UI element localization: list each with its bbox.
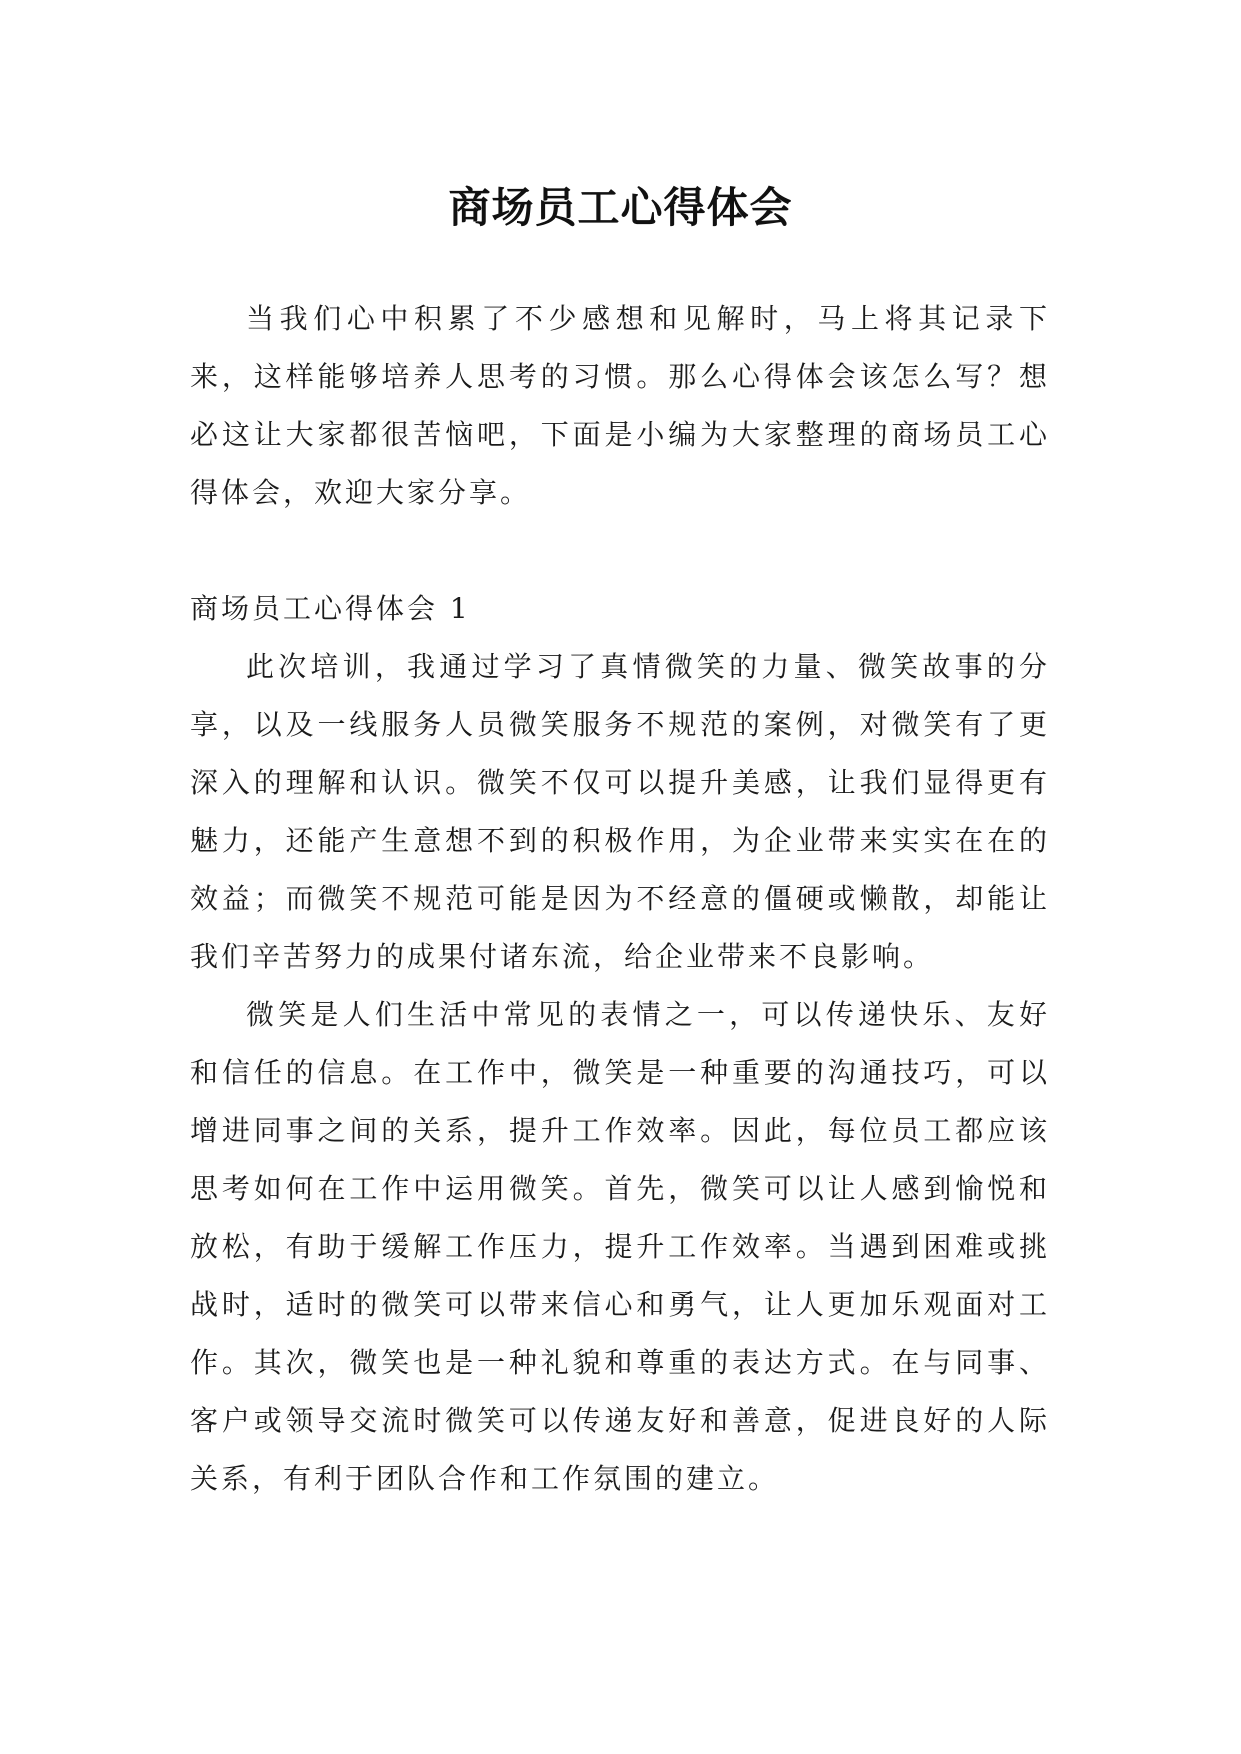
paragraph-spacer <box>190 522 1050 580</box>
page-title: 商场员工心得体会 <box>448 183 793 233</box>
document-body <box>190 290 1050 1508</box>
intro-paragraph: 当我们心中积累了不少感想和见解时，马上将其记录下来，这样能够培养人思考的习惯。那么心得体会该怎么写？想必这让大家都很苦恼吧，下面是小编为大家整理的商场员工心得体会，欢迎大家分享。 <box>190 302 1050 509</box>
section-heading: 商场员工心得体会 1 <box>190 592 471 625</box>
body-paragraph-1: 此次培训，我通过学习了真情微笑的力量、微笑故事的分享，以及一线服务人员微笑服务不规范的案例，对微笑有了更深入的理解和认识。微笑不仅可以提升美感，让我们显得更有魅力，还能产生意想不到的积极作用，为企业带来实实在在的效益；而微笑不规范可能是因为不经意的僵硬或懒散，却能让我们辛苦努力的成果付诸东流，给企业带来不良影响。 <box>190 650 1050 973</box>
body-paragraph-2: 微笑是人们生活中常见的表情之一，可以传递快乐、友好和信任的信息。在工作中，微笑是一种重要的沟通技巧，可以增进同事之间的关系，提升工作效率。因此，每位员工都应该思考如何在工作中运用微笑。首先，微笑可以让人感到愉悦和放松，有助于缓解工作压力，提升工作效率。当遇到困难或挑战时，适时的微笑可以带来信心和勇气，让人更加乐观面对工作。其次，微笑也是一种礼貌和尊重的表达方式。在与同事、客户或领导交流时微笑可以传递友好和善意，促进良好的人际关系，有利于团队合作和工作氛围的建立。 <box>190 998 1050 1495</box>
